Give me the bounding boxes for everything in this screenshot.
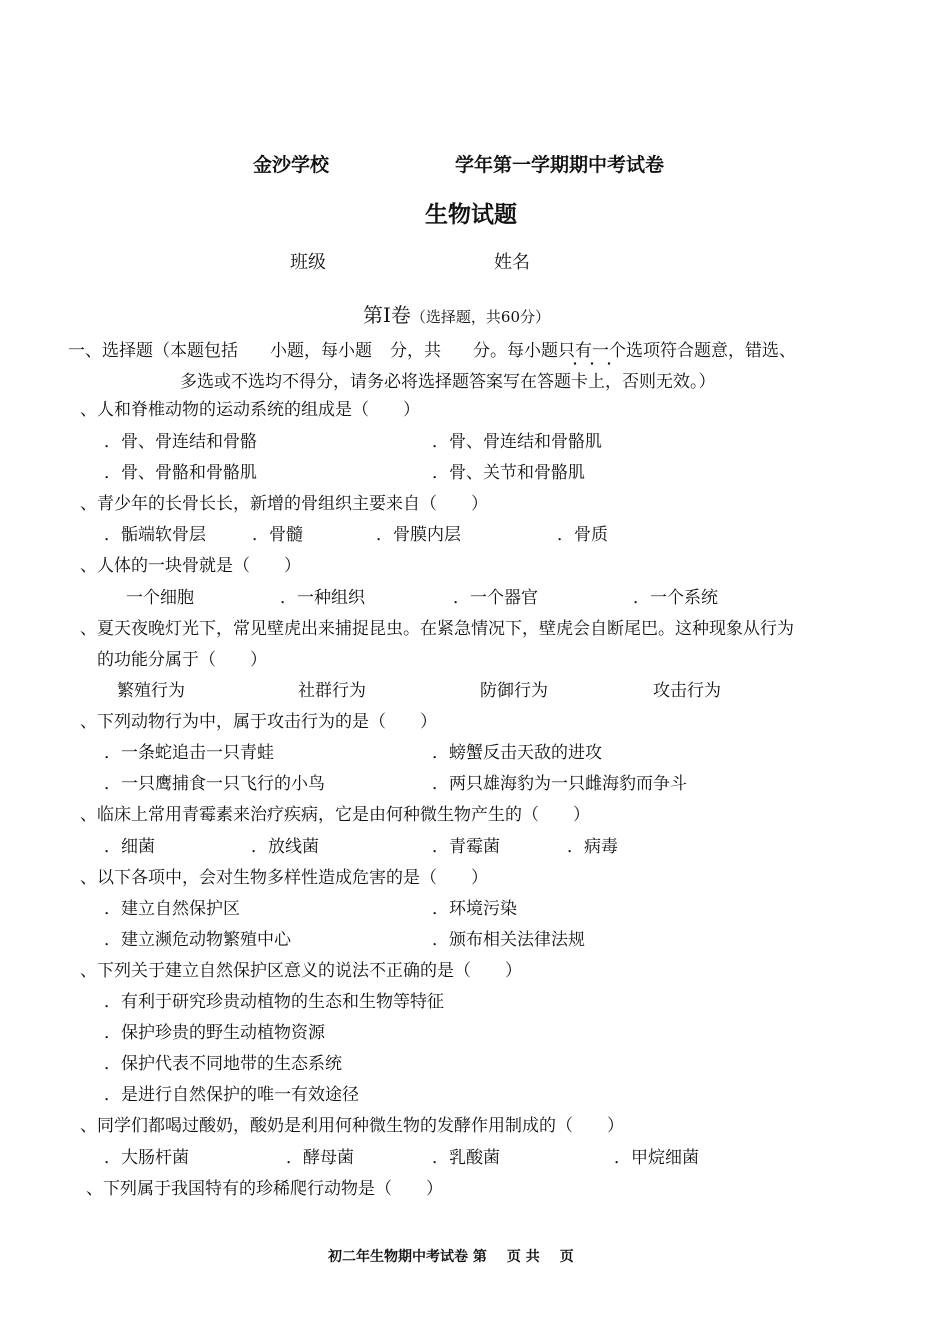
- question-3-option-a: 一个细胞: [126, 588, 194, 608]
- instructions-line-1: 一、选择题（本题包括 小题，每小题 分，共 分。每小题只有一个选项符合题意，错选、: [68, 341, 796, 361]
- question-10-stem: 、下列属于我国特有的珍稀爬行动物是（ ）: [86, 1179, 443, 1199]
- class-label: 班级: [290, 252, 326, 273]
- question-8-stem: 、下列关于建立自然保护区意义的说法不正确的是（ ）: [80, 961, 522, 981]
- question-2-option-d: ．骨质: [557, 525, 608, 545]
- question-2-option-a: ．骺端软骨层: [104, 525, 206, 545]
- question-5-option-b: ．螃蟹反击天敌的进攻: [432, 743, 602, 763]
- question-9-option-b: ．酵母菌: [286, 1148, 354, 1168]
- emphasis-only-one: 只有一个: [558, 341, 626, 361]
- question-9-stem: 、同学们都喝过酸奶，酸奶是利用何种微生物的发酵作用制成的（ ）: [80, 1116, 624, 1136]
- question-8-option-c: ．保护代表不同地带的生态系统: [104, 1054, 342, 1074]
- question-1-option-d: ．骨、关节和骨骼肌: [432, 463, 585, 483]
- question-6-option-a: ．细菌: [104, 837, 155, 857]
- question-9-option-a: ．大肠杆菌: [104, 1148, 189, 1168]
- question-3-stem: 、人体的一块骨就是（ ）: [80, 556, 301, 576]
- section-note: （选择题，共60分）: [410, 308, 550, 326]
- question-1-option-b: ．骨、骨连结和骨骼肌: [432, 432, 602, 452]
- exam-term: 学年第一学期期中考试卷: [455, 154, 665, 176]
- question-5-option-c: ．一只鹰捕食一只飞行的小鸟: [104, 774, 325, 794]
- question-1-option-a: ．骨、骨连结和骨骼: [104, 432, 257, 452]
- question-6-option-b: ．放线菌: [251, 837, 319, 857]
- question-9-option-c: ．乳酸菌: [432, 1148, 500, 1168]
- question-7-option-b: ．环境污染: [432, 899, 517, 919]
- page-footer: 初二年生物期中考试卷 第 页 共 页: [328, 1249, 574, 1265]
- question-1-option-c: ．骨、骨骼和骨骼肌: [104, 463, 257, 483]
- question-2-option-c: ．骨膜内层: [376, 525, 461, 545]
- section-title: 第I卷: [363, 303, 411, 327]
- question-6-option-d: ．病毒: [567, 837, 618, 857]
- name-label: 姓名: [494, 252, 530, 273]
- question-9-option-d: ．甲烷细菌: [614, 1148, 699, 1168]
- question-4-stem-continued: 的功能分属于（ ）: [97, 650, 267, 670]
- question-5-option-a: ．一条蛇追击一只青蛙: [104, 743, 274, 763]
- question-7-option-a: ．建立自然保护区: [104, 899, 240, 919]
- question-8-option-b: ．保护珍贵的野生动植物资源: [104, 1023, 325, 1043]
- question-6-option-c: ．青霉菌: [432, 837, 500, 857]
- question-4-stem: 、夏天夜晚灯光下，常见壁虎出来捕捉昆虫。在紧急情况下，壁虎会自断尾巴。这种现象从行为: [80, 619, 794, 639]
- question-5-stem: 、下列动物行为中，属于攻击行为的是（ ）: [80, 712, 437, 732]
- question-1-stem: 、人和脊椎动物的运动系统的组成是（ ）: [80, 400, 420, 420]
- subject-title: 生物试题: [425, 202, 517, 228]
- instructions-line-2: 多选或不选均不得分，请务必将选择题答案写在答题卡上，否则无效。）: [180, 372, 716, 392]
- question-3-option-b: ．一种组织: [280, 588, 365, 608]
- question-2-option-b: ．骨髓: [252, 525, 303, 545]
- section-heading: [363, 299, 550, 328]
- question-7-option-d: ．颁布相关法律法规: [432, 930, 585, 950]
- question-6-stem: 、临床上常用青霉素来治疗疾病，它是由何种微生物产生的（ ）: [80, 805, 590, 825]
- question-5-option-d: ．两只雄海豹为一只雌海豹而争斗: [432, 774, 687, 794]
- question-7-option-c: ．建立濒危动物繁殖中心: [104, 930, 291, 950]
- question-4-option-d: 攻击行为: [653, 681, 721, 701]
- question-8-option-a: ．有利于研究珍贵动植物的生态和生物等特征: [104, 992, 444, 1012]
- question-4-option-a: 繁殖行为: [117, 681, 185, 701]
- question-2-stem: 、青少年的长骨长长，新增的骨组织主要来自（ ）: [80, 494, 488, 514]
- question-8-option-d: ．是进行自然保护的唯一有效途径: [104, 1085, 359, 1105]
- question-7-stem: 、以下各项中，会对生物多样性造成危害的是（ ）: [80, 868, 488, 888]
- question-4-option-b: 社群行为: [298, 681, 366, 701]
- question-4-option-c: 防御行为: [480, 681, 548, 701]
- question-3-option-c: ．一个器官: [453, 588, 538, 608]
- school-name: 金沙学校: [253, 154, 330, 176]
- question-3-option-d: ．一个系统: [633, 588, 718, 608]
